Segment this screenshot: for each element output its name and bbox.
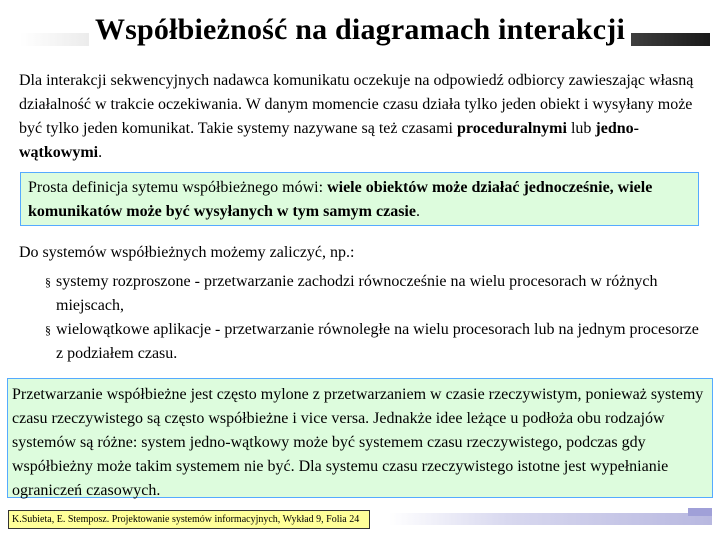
- paragraph-sequential: [19, 69, 709, 165]
- definition-box: [20, 172, 699, 226]
- footer-citation: K.Subieta, E. Stemposz. Projektowanie systemów informacyjnych, Wykład 9, Folia 24: [8, 510, 370, 529]
- definition-end: .: [415, 203, 420, 220]
- footer-decorative-tab: [688, 508, 712, 516]
- bullet-icon: §: [45, 275, 51, 289]
- list-item: [45, 270, 705, 318]
- slide-title-container: [0, 10, 720, 50]
- list-item-text: wielowątkowe aplikacje - przetwarzanie równoległe na wielu procesorach lub na jednym procesorze z podziałem czasu.: [56, 321, 699, 362]
- footer-decorative-line: [372, 513, 712, 525]
- paragraph-sequential-text: Dla interakcji sekwencyjnych nadawca komunikatu oczekuje na odpowiedź odbiorcy zawieszając własną działalność w trakcie oczekiwania. W danym momencie czasu działa tylko jeden obiekt i wysyłany może być tylko jeden komunikat. Takie systemy nazywane są też czasami: [19, 72, 694, 137]
- slide-title: Współbieżność na diagramach interakcji: [89, 13, 631, 46]
- bullet-icon: §: [45, 323, 51, 337]
- examples-list: [45, 270, 705, 366]
- bold-jedno-watkowymi: jedno-wątkowymi: [19, 120, 639, 161]
- realtime-text: Przetwarzanie współbieżne jest często mylone z przetwarzaniem w czasie rzeczywistym, ponieważ systemy czasu rzeczywistego są często współbieżne i vice versa. Jednakże idee leżące u podłoża obu rodzajów systemów są różne: system jedno-wątkowy może być systemem czasu rzeczywistego, podczas gdy współbieżny może takim systemem nie być. Dla systemu czasu rzeczywistego istotne jest wypełnianie ograniczeń czasowych.: [12, 386, 704, 499]
- definition-text: [28, 176, 694, 224]
- list-item: [45, 318, 705, 366]
- title-area: [0, 0, 720, 58]
- bold-proceduralnymi: proceduralnymi: [457, 120, 567, 137]
- definition-intro: Prosta definicja sytemu współbieżnego mówi:: [28, 179, 328, 196]
- list-item-text: systemy rozproszone - przetwarzanie zachodzi równocześnie na wielu procesorach w różnych miejscach,: [56, 273, 658, 314]
- paragraph-sequential-middle: lub: [566, 120, 596, 137]
- paragraph-sequential-end: .: [98, 144, 103, 161]
- realtime-box: [7, 378, 713, 498]
- definition-bold: wiele obiektów może działać jednocześnie, wiele komunikatów może być wysyłanych w tym samym czasie: [28, 179, 653, 220]
- paragraph-examples-intro: Do systemów współbieżnych możemy zaliczyć, np.:: [19, 244, 355, 261]
